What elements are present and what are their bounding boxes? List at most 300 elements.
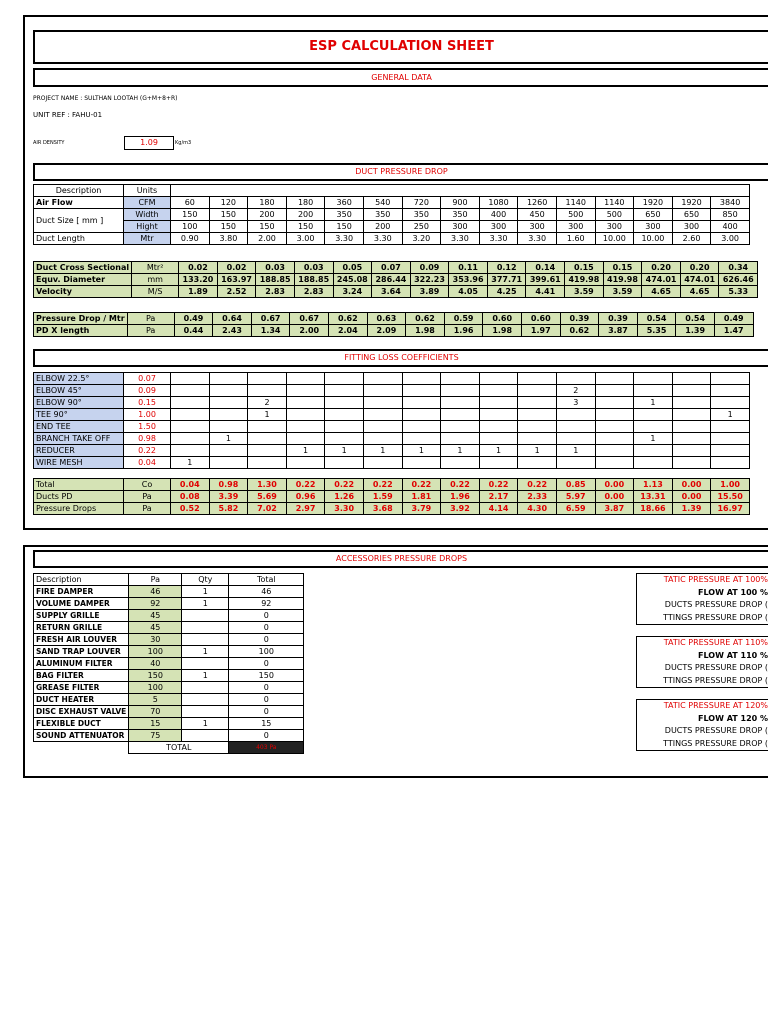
table-cell	[711, 397, 750, 409]
header-cell: Units	[124, 185, 171, 197]
row-label: Total	[34, 479, 124, 491]
table-cell: 0.22	[402, 479, 441, 491]
table-cell: 0.02	[217, 262, 256, 274]
table-cell: 100	[229, 646, 304, 658]
table-cell: 3.30	[479, 233, 518, 245]
table-cell	[402, 385, 441, 397]
table-cell: 2.17	[479, 491, 518, 503]
table-cell: 0.39	[560, 313, 599, 325]
table-cell	[182, 634, 229, 646]
table-cell: 3.87	[595, 503, 634, 515]
table-cell: 1	[182, 586, 229, 598]
table-cell: 2	[556, 385, 595, 397]
table-row	[34, 682, 304, 694]
table-cell: 850	[711, 209, 750, 221]
table-cell	[672, 457, 711, 469]
table-cell: 100	[129, 682, 182, 694]
total-value: 403 Pa	[229, 742, 304, 754]
table-cell	[182, 682, 229, 694]
table-cell: ALUMINUM FILTER	[34, 658, 129, 670]
static-box-line: DUCTS PRESSURE DROP (	[664, 726, 768, 735]
table-cell	[441, 421, 480, 433]
table-row	[34, 503, 750, 515]
static-box-line: TATIC PRESSURE AT 100%	[663, 575, 768, 584]
table-cell	[711, 433, 750, 445]
table-cell	[209, 409, 248, 421]
table-cell	[518, 385, 557, 397]
table-cell: 245.08	[333, 274, 372, 286]
table-cell	[182, 730, 229, 742]
table-cell: FIRE DAMPER	[34, 586, 129, 598]
table-cell: 1.00	[711, 479, 750, 491]
table-cell: 1	[286, 445, 325, 457]
table-cell: 5.35	[637, 325, 676, 337]
table-cell: 1	[182, 718, 229, 730]
row-coef: 1.50	[124, 421, 171, 433]
row-coef: 0.98	[124, 433, 171, 445]
table-cell	[595, 433, 634, 445]
table-cell: 3.00	[711, 233, 750, 245]
accessories-top-border	[23, 545, 768, 547]
table-cell: 0.67	[290, 313, 329, 325]
table-cell: 1140	[556, 197, 595, 209]
table-cell: 15	[229, 718, 304, 730]
table-cell: 150	[171, 209, 210, 221]
table-cell	[286, 397, 325, 409]
table-cell: 3.87	[599, 325, 638, 337]
table-cell	[672, 433, 711, 445]
table-cell: 3.20	[402, 233, 441, 245]
table-cell	[402, 409, 441, 421]
table-cell	[518, 433, 557, 445]
header-cell: Qty	[182, 574, 229, 586]
table-cell	[363, 385, 402, 397]
table-cell: 1920	[634, 197, 673, 209]
accessories-table	[33, 573, 304, 754]
duct-geometry-table	[33, 261, 758, 298]
row-label: Duct Cross Sectional	[34, 262, 132, 274]
table-cell	[286, 421, 325, 433]
row-label: PD X length	[34, 325, 128, 337]
row-units: Width	[124, 209, 171, 221]
table-cell: 360	[325, 197, 364, 209]
row-label: WIRE MESH	[34, 457, 124, 469]
table-row	[34, 397, 750, 409]
table-cell	[556, 409, 595, 421]
table-cell: 3.59	[565, 286, 604, 298]
table-cell: 16.97	[711, 503, 750, 515]
table-cell	[634, 385, 673, 397]
table-cell: 0.54	[676, 313, 715, 325]
row-label: ELBOW 22.5°	[34, 373, 124, 385]
table-cell	[248, 421, 287, 433]
static-box-line: DUCTS PRESSURE DROP (	[664, 663, 768, 672]
table-cell: 0.62	[406, 313, 445, 325]
table-cell: 0	[229, 610, 304, 622]
table-cell: 0.90	[171, 233, 210, 245]
table-cell: 626.46	[719, 274, 758, 286]
table-cell: 1140	[595, 197, 634, 209]
table-cell	[325, 373, 364, 385]
table-cell: 474.01	[642, 274, 681, 286]
table-cell	[711, 457, 750, 469]
duct-pressure-drop-banner: DUCT PRESSURE DROP	[33, 163, 768, 181]
table-cell	[479, 421, 518, 433]
table-cell: 70	[129, 706, 182, 718]
table-cell	[402, 397, 441, 409]
duct-table	[33, 184, 750, 245]
table-cell: 0.08	[171, 491, 210, 503]
table-cell: 100	[171, 221, 210, 233]
table-cell: 163.97	[217, 274, 256, 286]
table-cell: SAND TRAP LOUVER	[34, 646, 129, 658]
table-cell: 150	[248, 221, 287, 233]
table-cell: 1.96	[444, 325, 483, 337]
table-cell: 1	[402, 445, 441, 457]
table-cell: 3.59	[603, 286, 642, 298]
table-cell: 399.61	[526, 274, 565, 286]
row-label: Duct Length	[34, 233, 124, 245]
table-row	[34, 610, 304, 622]
table-cell: 5	[129, 694, 182, 706]
row-label: TEE 90°	[34, 409, 124, 421]
table-cell	[325, 421, 364, 433]
table-cell: 0.03	[294, 262, 333, 274]
table-cell: 188.85	[256, 274, 295, 286]
table-cell	[672, 397, 711, 409]
table-cell: DUCT HEATER	[34, 694, 129, 706]
table-cell: 0.60	[483, 313, 522, 325]
table-cell: 40	[129, 658, 182, 670]
row-units: Hight	[124, 221, 171, 233]
table-row	[34, 325, 754, 337]
table-row	[34, 646, 304, 658]
table-cell: 3.00	[286, 233, 325, 245]
table-cell: 0.22	[363, 479, 402, 491]
table-cell: 0.00	[672, 479, 711, 491]
static-box-line: TATIC PRESSURE AT 120%	[663, 701, 768, 710]
table-cell: 1.89	[179, 286, 218, 298]
table-cell	[595, 373, 634, 385]
row-coef: 0.04	[124, 457, 171, 469]
table-cell: 2.33	[518, 491, 557, 503]
row-label: ELBOW 90°	[34, 397, 124, 409]
table-cell: 0.63	[367, 313, 406, 325]
table-cell: 0.11	[449, 262, 488, 274]
static-box-120	[636, 699, 768, 751]
header-cell: Total	[229, 574, 304, 586]
table-cell: 1.98	[483, 325, 522, 337]
table-cell: 120	[209, 197, 248, 209]
table-cell	[402, 433, 441, 445]
static-box-line: TTINGS PRESSURE DROP (	[663, 675, 768, 685]
table-cell: 4.65	[680, 286, 719, 298]
table-cell: 500	[556, 209, 595, 221]
table-cell: 350	[402, 209, 441, 221]
table-cell	[171, 373, 210, 385]
table-cell: 720	[402, 197, 441, 209]
air-density-unit: Kg/m3	[175, 140, 192, 146]
fitting-table	[33, 372, 750, 469]
table-cell: 150	[209, 221, 248, 233]
table-cell: 540	[363, 197, 402, 209]
table-cell: 1.97	[521, 325, 560, 337]
table-cell: 2.97	[286, 503, 325, 515]
table-cell	[363, 433, 402, 445]
table-cell: 2.52	[217, 286, 256, 298]
table-cell: 18.66	[634, 503, 673, 515]
row-label: BRANCH TAKE OFF	[34, 433, 124, 445]
table-cell	[556, 421, 595, 433]
table-cell: SOUND ATTENUATOR	[34, 730, 129, 742]
table-cell: 0.22	[286, 479, 325, 491]
table-row	[34, 479, 750, 491]
table-cell	[634, 373, 673, 385]
table-cell: 92	[229, 598, 304, 610]
table-cell: 0.34	[719, 262, 758, 274]
table-cell: 650	[672, 209, 711, 221]
table-cell: 300	[479, 221, 518, 233]
table-cell	[325, 385, 364, 397]
table-cell: 0.04	[171, 479, 210, 491]
table-cell: 46	[229, 586, 304, 598]
table-cell	[171, 433, 210, 445]
table-cell: 350	[363, 209, 402, 221]
table-cell: 1.39	[676, 325, 715, 337]
table-cell: 1	[634, 397, 673, 409]
table-cell: 0	[229, 694, 304, 706]
table-cell: SUPPLY GRILLE	[34, 610, 129, 622]
table-cell	[325, 397, 364, 409]
table-cell: 0.98	[209, 479, 248, 491]
static-box-line: FLOW AT 100 %	[698, 587, 768, 597]
table-cell: 0.02	[179, 262, 218, 274]
total-row	[34, 742, 304, 754]
table-cell: 3.89	[410, 286, 449, 298]
table-cell: 1	[441, 445, 480, 457]
table-cell	[518, 397, 557, 409]
table-cell: 0	[229, 706, 304, 718]
table-header-row	[34, 574, 304, 586]
table-cell: 0.96	[286, 491, 325, 503]
table-cell: 350	[325, 209, 364, 221]
air-density-value[interactable]: 1.09	[124, 136, 174, 150]
table-cell: 45	[129, 610, 182, 622]
table-cell: 188.85	[294, 274, 333, 286]
table-row	[34, 694, 304, 706]
table-cell: 150	[229, 670, 304, 682]
table-cell: 150	[209, 209, 248, 221]
table-cell: 1.98	[406, 325, 445, 337]
header-cell: Description	[34, 574, 129, 586]
table-cell: 6.59	[556, 503, 595, 515]
table-cell	[441, 409, 480, 421]
table-cell: 2.60	[672, 233, 711, 245]
table-cell: BAG FILTER	[34, 670, 129, 682]
table-cell	[363, 397, 402, 409]
table-row	[34, 586, 304, 598]
table-cell: 180	[286, 197, 325, 209]
table-cell: 1.30	[248, 479, 287, 491]
table-cell	[441, 385, 480, 397]
table-cell: 133.20	[179, 274, 218, 286]
table-cell: 0.49	[714, 313, 753, 325]
table-cell: 3.79	[402, 503, 441, 515]
table-cell	[479, 409, 518, 421]
table-cell: 3.68	[363, 503, 402, 515]
project-name: PROJECT NAME : SULTHAN LOOTAH (G+M+8+R)	[33, 95, 178, 102]
table-cell: 300	[595, 221, 634, 233]
table-cell	[479, 373, 518, 385]
table-cell: 1	[711, 409, 750, 421]
table-cell	[556, 373, 595, 385]
table-cell	[209, 373, 248, 385]
table-cell: 1.34	[251, 325, 290, 337]
table-cell	[595, 421, 634, 433]
table-cell	[209, 421, 248, 433]
table-row	[34, 433, 750, 445]
table-cell	[209, 457, 248, 469]
table-cell: 100	[129, 646, 182, 658]
table-cell	[248, 445, 287, 457]
table-row	[34, 445, 750, 457]
table-cell: 377.71	[487, 274, 526, 286]
table-cell: 0.03	[256, 262, 295, 274]
table-cell	[325, 433, 364, 445]
table-cell: 0.12	[487, 262, 526, 274]
table-cell: 1	[363, 445, 402, 457]
table-cell: 0.22	[518, 479, 557, 491]
table-cell: 200	[286, 209, 325, 221]
table-cell: 2.00	[248, 233, 287, 245]
air-density-label: AIR DENSITY	[33, 140, 65, 146]
table-cell: 0.00	[595, 491, 634, 503]
table-cell: 1080	[479, 197, 518, 209]
table-cell	[634, 409, 673, 421]
row-label: Pressure Drops	[34, 503, 124, 515]
table-cell: 0.59	[444, 313, 483, 325]
fitting-loss-banner: FITTING LOSS COEFFICIENTS	[33, 349, 768, 367]
table-cell	[595, 445, 634, 457]
static-box-line: DUCTS PRESSURE DROP (	[664, 600, 768, 609]
table-cell: 3.30	[441, 233, 480, 245]
table-cell	[479, 385, 518, 397]
table-cell: 0.05	[333, 262, 372, 274]
table-row	[34, 221, 750, 233]
row-units: Pa	[124, 503, 171, 515]
table-row	[34, 373, 750, 385]
table-cell: 0	[229, 682, 304, 694]
table-cell: 1	[556, 445, 595, 457]
table-cell	[182, 610, 229, 622]
row-label: Pressure Drop / Mtr	[34, 313, 128, 325]
table-cell: 150	[286, 221, 325, 233]
table-cell	[634, 421, 673, 433]
table-cell: 1.13	[634, 479, 673, 491]
row-coef: 0.15	[124, 397, 171, 409]
table-cell: 1.47	[714, 325, 753, 337]
table-cell	[441, 457, 480, 469]
row-coef: 0.07	[124, 373, 171, 385]
table-cell: 1	[209, 433, 248, 445]
table-cell: 2.83	[294, 286, 333, 298]
table-cell: 0.85	[556, 479, 595, 491]
table-cell: 4.41	[526, 286, 565, 298]
table-cell: 4.14	[479, 503, 518, 515]
table-cell	[595, 385, 634, 397]
table-row	[34, 598, 304, 610]
table-cell: 1	[634, 433, 673, 445]
table-cell: 150	[325, 221, 364, 233]
table-cell: 45	[129, 622, 182, 634]
table-cell: 0.64	[213, 313, 252, 325]
table-cell	[595, 397, 634, 409]
unit-ref: UNIT REF : FAHU-01	[33, 111, 103, 119]
table-cell: GREASE FILTER	[34, 682, 129, 694]
table-cell: 200	[363, 221, 402, 233]
table-row	[34, 622, 304, 634]
row-label: Ducts PD	[34, 491, 124, 503]
table-cell	[171, 421, 210, 433]
table-cell: 3.80	[209, 233, 248, 245]
pressure-drop-table	[33, 312, 754, 337]
table-cell	[171, 445, 210, 457]
table-cell: 46	[129, 586, 182, 598]
table-cell: 2.09	[367, 325, 406, 337]
table-cell	[171, 409, 210, 421]
table-cell: 15.50	[711, 491, 750, 503]
static-box-line: TATIC PRESSURE AT 110%	[663, 638, 768, 647]
table-row	[34, 634, 304, 646]
table-cell	[402, 373, 441, 385]
table-cell: 2.00	[290, 325, 329, 337]
table-cell: 5.33	[719, 286, 758, 298]
table-cell: 419.98	[603, 274, 642, 286]
table-cell	[441, 397, 480, 409]
table-cell	[286, 457, 325, 469]
table-cell	[518, 457, 557, 469]
table-cell	[363, 373, 402, 385]
table-cell: 400	[479, 209, 518, 221]
table-row	[34, 385, 750, 397]
table-cell: 60	[171, 197, 210, 209]
table-cell: 1	[518, 445, 557, 457]
table-cell: 0.52	[171, 503, 210, 515]
row-units: Pa	[127, 313, 174, 325]
table-cell: 0	[229, 634, 304, 646]
table-cell: 0.62	[329, 313, 368, 325]
static-box-100	[636, 573, 768, 625]
table-cell: 300	[672, 221, 711, 233]
table-cell: 0.62	[560, 325, 599, 337]
table-cell	[182, 694, 229, 706]
table-cell: 0.14	[526, 262, 565, 274]
table-cell: 322.23	[410, 274, 449, 286]
accessories-banner: ACCESSORIES PRESSURE DROPS	[33, 550, 768, 568]
table-cell: 450	[518, 209, 557, 221]
table-cell: 2	[248, 397, 287, 409]
table-cell: 1.59	[363, 491, 402, 503]
table-cell: FLEXIBLE DUCT	[34, 718, 129, 730]
table-header-row	[34, 185, 750, 197]
table-cell: 1	[171, 457, 210, 469]
table-cell: 3	[556, 397, 595, 409]
table-cell	[248, 457, 287, 469]
table-cell: 3.39	[209, 491, 248, 503]
table-cell: 7.02	[248, 503, 287, 515]
table-cell	[518, 421, 557, 433]
table-cell	[672, 373, 711, 385]
